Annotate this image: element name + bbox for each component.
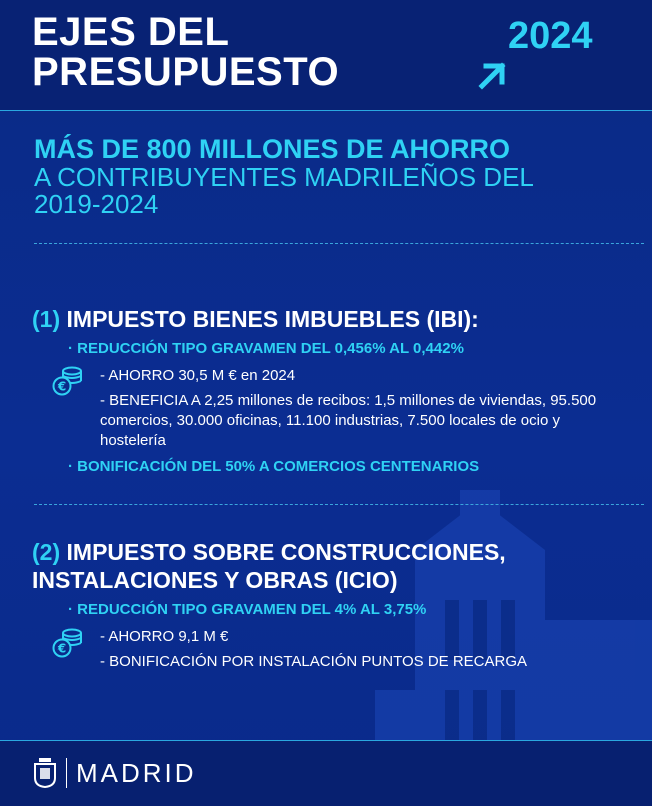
subtitle-line-1: MÁS DE 800 MILLONES DE AHORRO bbox=[34, 134, 511, 164]
euro-coins-icon bbox=[52, 626, 84, 658]
dashed-divider bbox=[34, 243, 644, 244]
madrid-shield-icon bbox=[34, 758, 56, 788]
section-1-item-2: - BENEFICIA A 2,25 millones de recibos: 1,5 millones de viviendas, 95.500 comercios, 30.000 oficinas, 11.100 industrias, 7.500 locales de ocio y hostelería bbox=[100, 392, 597, 449]
section-2-bullet-1: · REDUCCIÓN TIPO GRAVAMEN DEL 4% AL 3,75% bbox=[68, 601, 427, 618]
svg-text:€: € bbox=[57, 379, 67, 394]
section-2-heading-line-1: IMPUESTO SOBRE CONSTRUCCIONES, bbox=[66, 539, 506, 565]
section-1-heading: IMPUESTO BIENES IMBUEBLES (IBI): bbox=[66, 306, 479, 332]
section-2-item-1: - AHORRO 9,1 M € bbox=[100, 628, 229, 645]
madrid-logo-text: MADRID bbox=[76, 758, 197, 788]
section-2-title bbox=[32, 538, 506, 594]
subtitle-line-3: 2019-2024 bbox=[34, 189, 159, 219]
section-1-title bbox=[32, 305, 479, 333]
section-2-item-2: - BONIFICACIÓN POR INSTALACIÓN PUNTOS DE RECARGA bbox=[100, 653, 528, 670]
dashed-divider bbox=[34, 504, 644, 505]
title-line-2: PRESUPUESTO bbox=[32, 50, 340, 94]
subtitle-line-2: A CONTRIBUYENTES MADRILEÑOS DEL bbox=[34, 162, 534, 192]
logo-separator bbox=[66, 758, 67, 788]
page-title bbox=[32, 12, 339, 92]
subtitle-block bbox=[34, 134, 534, 218]
arrow-up-right-icon bbox=[476, 58, 510, 92]
section-1-number: (1) bbox=[32, 306, 61, 332]
euro-coins-icon bbox=[52, 364, 84, 396]
section-2-heading-line-2: INSTALACIONES Y OBRAS (ICIO) bbox=[32, 567, 398, 593]
title-line-1: EJES DEL bbox=[32, 10, 230, 54]
section-1-bullet-1: · REDUCCIÓN TIPO GRAVAMEN DEL 0,456% AL 0,442% bbox=[68, 340, 464, 357]
header-divider bbox=[0, 110, 652, 111]
section-1-item-1: - AHORRO 30,5 M € en 2024 bbox=[100, 367, 296, 384]
year-label: 2024 bbox=[508, 15, 593, 57]
section-1-bullet-2: · BONIFICACIÓN DEL 50% A COMERCIOS CENTENARIOS bbox=[68, 458, 480, 475]
section-2-number: (2) bbox=[32, 539, 61, 565]
svg-text:€: € bbox=[57, 641, 67, 656]
